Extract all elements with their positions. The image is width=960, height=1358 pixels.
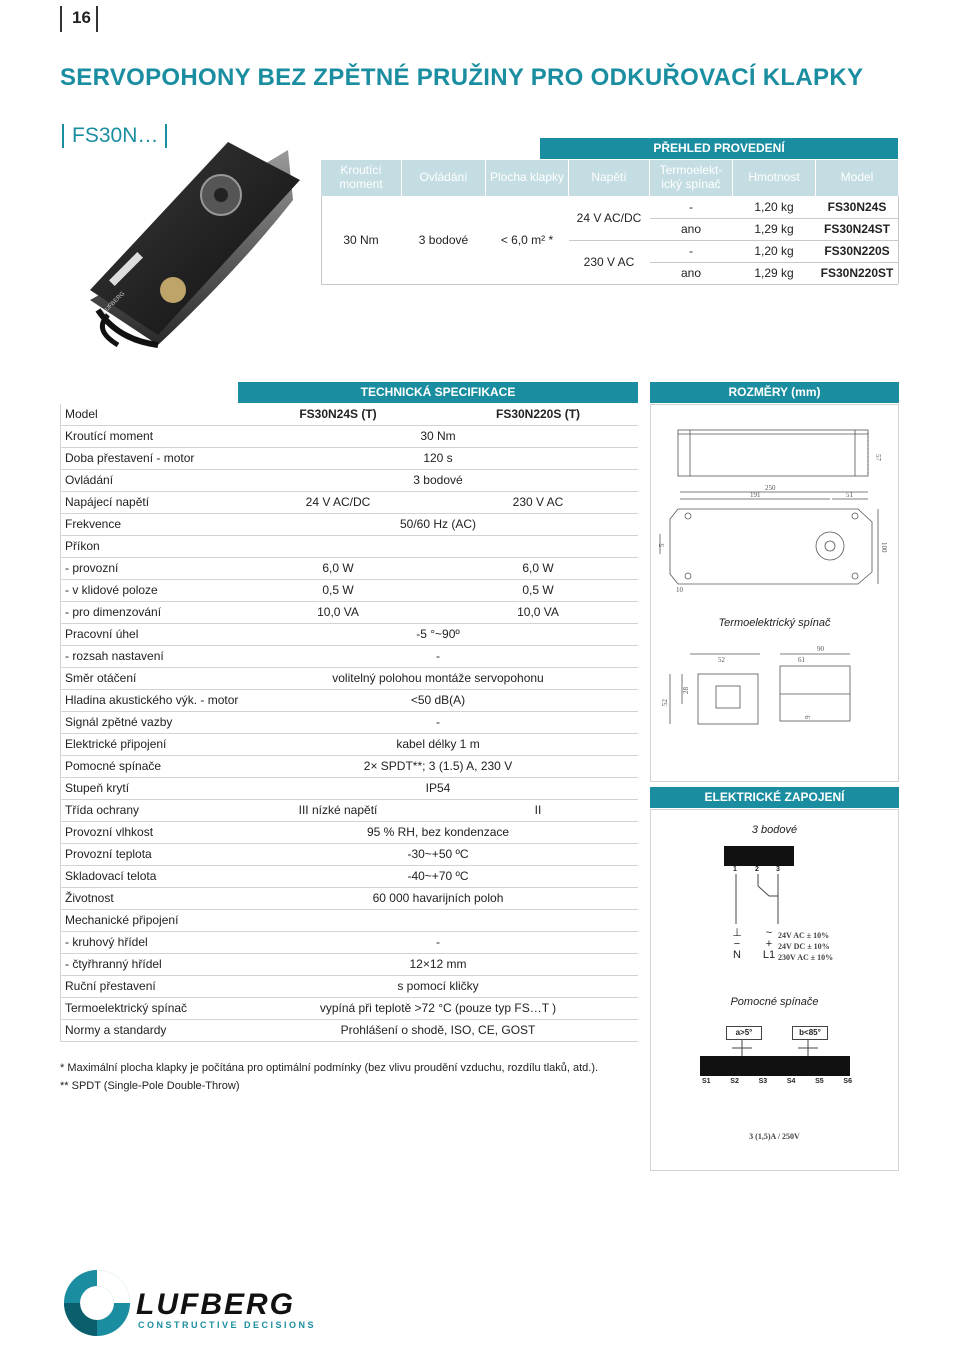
dim-90: 90 <box>817 645 824 653</box>
spec-label: Pracovní úhel <box>65 627 139 641</box>
spec-value <box>238 536 638 557</box>
spec-row <box>60 646 638 668</box>
spec-label: Pomocné spínače <box>65 759 162 773</box>
terminal-2: 2 <box>755 866 759 873</box>
spec-value: Prohlášení o shodě, ISO, CE, GOST <box>340 1023 536 1037</box>
spec-row <box>60 514 638 536</box>
spec-value: <50 dB(A) <box>410 693 466 707</box>
spec-label: Ovládání <box>65 473 114 487</box>
switch-s5: S5 <box>815 1078 824 1085</box>
spec-row <box>60 932 638 954</box>
spec-row <box>60 404 638 426</box>
col-label: Kroutící moment <box>339 163 383 191</box>
footnote-1: * Maximální plocha klapky je počítána pro optimální podmínky (bez vlivu proudění vzduchu, rozdílu tlaků, atd.). <box>60 1062 599 1074</box>
page-title: SERVOPOHONY BEZ ZPĚTNÉ PRUŽINY PRO ODKUŘOVACÍ KLAPKY <box>60 64 864 91</box>
model-heading: FS30N… <box>72 124 159 147</box>
spec-value-a: FS30N24S (T) <box>299 407 377 421</box>
dimensions-header: ROZMĚRY (mm) <box>650 382 899 403</box>
spec-row <box>60 734 638 756</box>
overview-col-area <box>486 160 568 196</box>
spec-row <box>60 800 638 822</box>
col-label: Termoelekt-ický spínač <box>659 163 723 191</box>
overview-row-model: FS30N220ST <box>820 266 894 280</box>
switch-s4: S4 <box>786 1078 796 1085</box>
spec-label: - kruhový hřídel <box>65 935 148 949</box>
logo-mark <box>62 1268 132 1338</box>
page-number-bar-right <box>96 6 98 32</box>
spec-row <box>60 448 638 470</box>
angle-b: b<85° <box>792 1026 828 1040</box>
spec-value: kabel délky 1 m <box>396 737 480 751</box>
spec-value: IP54 <box>425 781 451 795</box>
spec-label: Normy a standardy <box>65 1023 167 1037</box>
overview-col-torque <box>321 160 401 196</box>
overview-col-voltage <box>569 160 649 196</box>
overview-area: < 6,0 m² * <box>500 233 554 247</box>
spec-label: Třída ochrany <box>65 803 140 817</box>
spec-label: Mechanické připojení <box>65 913 179 927</box>
overview-voltage-b: 230 V AC <box>583 255 635 269</box>
spec-label: Doba přestavení - motor <box>65 451 195 465</box>
spec-value: volitelný polohou montáže servopohonu <box>332 671 544 685</box>
spec-row <box>60 822 638 844</box>
spec-label: - provozní <box>65 561 119 575</box>
spec-label: - pro dimenzování <box>65 605 162 619</box>
spec-header: TECHNICKÁ SPECIFIKACE <box>238 382 638 403</box>
spec-row <box>60 492 638 514</box>
dim-10: 10 <box>676 586 683 594</box>
spec-row <box>60 756 638 778</box>
spec-value <box>238 910 638 931</box>
dimensions-drawing <box>650 404 899 782</box>
overview-col-switch <box>650 160 732 196</box>
spec-value: 60 000 havarijních poloh <box>372 891 504 905</box>
overview-divider <box>321 284 898 285</box>
overview-divider <box>569 240 898 241</box>
spec-row <box>60 536 638 558</box>
wiring-lines <box>725 874 785 934</box>
spec-value: 2× SPDT**; 3 (1.5) A, 230 V <box>363 759 513 773</box>
spec-value-a: 10,0 VA <box>317 605 359 619</box>
spec-label: Model <box>65 407 98 421</box>
spec-row <box>60 954 638 976</box>
voltage-3: 230V AC ± 10% <box>778 953 834 962</box>
spec-row <box>60 866 638 888</box>
spec-row <box>60 426 638 448</box>
spec-value-b: II <box>534 803 542 817</box>
spec-value-a: III nízké napětí <box>298 803 378 817</box>
spec-value: -40~+70 ºC <box>407 869 469 883</box>
spec-value: 120 s <box>423 451 453 465</box>
terminal-3: 3 <box>776 866 780 873</box>
col-label: Plocha klapky <box>489 170 565 185</box>
spec-label: Provozní teplota <box>65 847 152 861</box>
spec-row <box>60 712 638 734</box>
overview-divider <box>650 262 898 263</box>
photo-brand: LUFBERG <box>102 290 127 316</box>
sym-1: ~ <box>765 927 773 939</box>
device-photo <box>88 140 303 355</box>
aux-terminal-block <box>700 1056 850 1076</box>
spec-row <box>60 1020 638 1042</box>
overview-divider <box>321 196 322 284</box>
spec-label: - čtyřhranný hřídel <box>65 957 162 971</box>
spec-row <box>60 580 638 602</box>
aux-switch-labels <box>702 1078 852 1085</box>
spec-label: Kroutící moment <box>65 429 154 443</box>
spec-row <box>60 690 638 712</box>
spec-value-a: 6,0 W <box>322 561 354 575</box>
spec-label: Stupeň krytí <box>65 781 130 795</box>
spec-value: 12×12 mm <box>409 957 467 971</box>
switch-s1: S1 <box>702 1078 711 1085</box>
voltage-1: 24V AC ± 10% <box>778 931 830 940</box>
spec-value: -30~+50 ºC <box>407 847 469 861</box>
overview-voltage-a: 24 V AC/DC <box>576 211 642 225</box>
sym-3: L1 <box>762 949 776 961</box>
dim-28: 28 <box>682 687 690 694</box>
spec-label: Hladina akustického výk. - motor <box>65 693 239 707</box>
spec-value: 3 bodové <box>413 473 463 487</box>
overview-row-switch: - <box>689 244 693 258</box>
spec-row <box>60 844 638 866</box>
switch-s3: S3 <box>758 1078 768 1085</box>
overview-row-switch: ano <box>680 266 702 280</box>
spec-row <box>60 976 638 998</box>
sym-1: ⊥ <box>732 927 742 939</box>
spec-value: 50/60 Hz (AC) <box>399 517 477 531</box>
spec-value-b: 0,5 W <box>522 583 554 597</box>
spec-value-a: 0,5 W <box>322 583 354 597</box>
wiring-caption: 3 bodové <box>751 824 798 836</box>
dim-100: 100 <box>880 542 888 553</box>
spec-row <box>60 910 638 932</box>
spec-label: Elektrické připojení <box>65 737 167 751</box>
sym-3: N <box>733 949 741 961</box>
wiring-neg-symbols <box>732 928 742 961</box>
spec-row <box>60 558 638 580</box>
overview-row-switch: ano <box>680 222 702 236</box>
spec-value-b: 10,0 VA <box>517 605 559 619</box>
spec-label: - rozsah nastavení <box>65 649 164 663</box>
dim-61: 61 <box>798 656 805 664</box>
terminal-1: 1 <box>733 866 737 873</box>
overview-col-model <box>816 160 898 196</box>
spec-value: - <box>436 715 440 729</box>
spec-row <box>60 668 638 690</box>
overview-row-model: FS30N24ST <box>823 222 891 236</box>
wiring-voltages <box>778 930 833 963</box>
overview-divider <box>650 218 898 219</box>
dim-51: 51 <box>846 491 853 499</box>
aux-rating: 3 (1,5)A / 250V <box>749 1132 800 1141</box>
overview-row-switch: - <box>689 200 693 214</box>
page-number: 16 <box>72 8 91 27</box>
overview-col-control <box>402 160 485 196</box>
overview-torque: 30 Nm <box>343 233 379 247</box>
spec-row <box>60 888 638 910</box>
spec-row <box>60 778 638 800</box>
model-heading-bar-left <box>62 124 64 148</box>
spec-label: Příkon <box>65 539 100 553</box>
spec-value: vypíná při teplotě >72 °C (pouze typ FS…T ) <box>319 1001 557 1015</box>
spec-label: Napájecí napětí <box>65 495 150 509</box>
overview-row-weight: 1,20 kg <box>754 244 794 258</box>
wiring-pos-symbols <box>762 928 776 961</box>
col-label: Model <box>840 170 874 185</box>
dim-250: 250 <box>765 484 776 492</box>
overview-header: PŘEHLED PROVEDENÍ <box>540 138 898 159</box>
spec-label: Provozní vlhkost <box>65 825 154 839</box>
logo-brand: LUFBERG <box>136 1288 295 1321</box>
col-label: Hmotnost <box>748 170 800 185</box>
spec-value-b: 230 V AC <box>512 495 564 509</box>
sym-2: + <box>765 938 773 950</box>
spec-value-a: 24 V AC/DC <box>305 495 371 509</box>
spec-value: - <box>436 649 440 663</box>
logo-tagline: CONSTRUCTIVE DECISIONS <box>138 1320 317 1330</box>
spec-row <box>60 470 638 492</box>
spec-row <box>60 624 638 646</box>
spec-label: Skladovací telota <box>65 869 157 883</box>
spec-label: Frekvence <box>65 517 122 531</box>
aux-caption: Pomocné spínače <box>730 996 819 1008</box>
switch-s2: S2 <box>730 1078 739 1085</box>
spec-row <box>60 602 638 624</box>
sym-2: − <box>733 938 741 950</box>
aux-switch-lines <box>700 1040 860 1056</box>
spec-value: s pomocí kličky <box>397 979 479 993</box>
spec-value: -5 °~90º <box>416 627 460 641</box>
spec-label: Životnost <box>65 891 114 905</box>
overview-row-weight: 1,20 kg <box>754 200 794 214</box>
spec-value: - <box>436 935 440 949</box>
overview-col-weight <box>733 160 815 196</box>
wiring-header: ELEKTRICKÉ ZAPOJENÍ <box>650 787 899 808</box>
dim-5: 5 <box>658 543 666 547</box>
page-number-bar-left <box>60 6 62 32</box>
overview-row-model: FS30N24S <box>827 200 887 214</box>
spec-value-b: 6,0 W <box>522 561 554 575</box>
terminal-block <box>724 846 794 866</box>
spec-value: 30 Nm <box>420 429 456 443</box>
spec-label: Směr otáčení <box>65 671 137 685</box>
dim-52a: 52 <box>718 656 725 664</box>
dim-9: 9 <box>804 715 812 719</box>
dim-191: 191 <box>750 491 761 499</box>
spec-label: - v klidové poloze <box>65 583 158 597</box>
switch-caption: Termoelektrický spínač <box>718 617 831 629</box>
switch-s6: S6 <box>843 1078 852 1085</box>
overview-row-weight: 1,29 kg <box>754 222 794 236</box>
spec-value: 95 % RH, bez kondenzace <box>366 825 510 839</box>
dim-52b: 52 <box>661 699 669 706</box>
overview-divider <box>898 196 899 284</box>
overview-control: 3 bodové <box>418 233 469 247</box>
voltage-2: 24V DC ± 10% <box>778 942 830 951</box>
spec-row <box>60 998 638 1020</box>
spec-value-b: FS30N220S (T) <box>495 407 581 421</box>
dim-57: 57 <box>874 454 882 461</box>
overview-row-weight: 1,29 kg <box>754 266 794 280</box>
footnote-2: ** SPDT (Single-Pole Double-Throw) <box>60 1080 240 1092</box>
col-label: Ovládání <box>419 170 468 185</box>
overview-row-model: FS30N220S <box>824 244 890 258</box>
spec-label: Signál zpětné vazby <box>65 715 173 729</box>
spec-label: Termoelektrický spínač <box>65 1001 188 1015</box>
angle-a: a>5° <box>726 1026 762 1040</box>
col-label: Napětí <box>591 170 627 185</box>
spec-label: Ruční přestavení <box>65 979 156 993</box>
